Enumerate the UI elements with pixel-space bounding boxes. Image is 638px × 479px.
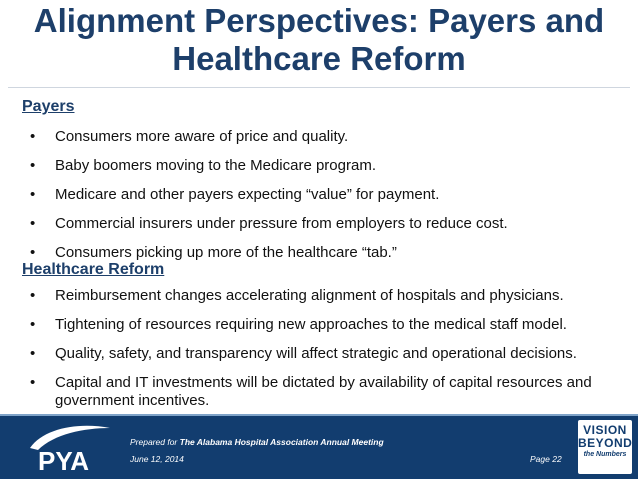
list-item-text: Commercial insurers under pressure from employers to reduce cost. (55, 215, 508, 232)
badge-line1: VISION (583, 423, 627, 437)
reform-list (30, 287, 620, 421)
bullet-icon: • (30, 316, 36, 333)
bullet-icon: • (30, 128, 36, 145)
list-item (30, 374, 620, 410)
list-item (30, 215, 620, 233)
list-item-text: Reimbursement changes accelerating alignment of hospitals and physicians. (55, 287, 564, 304)
badge-line2: BEYOND (578, 436, 633, 450)
list-item (30, 186, 620, 204)
slide-title-line2: Healthcare Reform (172, 40, 466, 77)
prepared-for-text (130, 437, 384, 447)
prepared-prefix: Prepared for (130, 437, 178, 447)
list-item-text: Capital and IT investments will be dictated by availability of capital resources and government incentives. (55, 374, 592, 409)
list-item (30, 316, 620, 334)
prepared-org: The Alabama Hospital Association Annual Meeting (179, 437, 384, 447)
bullet-icon: • (30, 186, 36, 203)
pya-logo-icon (24, 420, 114, 476)
bullet-icon: • (30, 215, 36, 232)
vision-beyond-badge (578, 420, 632, 474)
list-item (30, 128, 620, 146)
title-divider (8, 87, 630, 88)
pya-logo-text: PYA (38, 446, 90, 476)
bullet-icon: • (30, 345, 36, 362)
list-item (30, 244, 620, 262)
payers-heading: Payers (22, 98, 75, 115)
list-item (30, 287, 620, 305)
list-item (30, 345, 620, 363)
list-item-text: Medicare and other payers expecting “value” for payment. (55, 186, 440, 203)
presentation-date: June 12, 2014 (130, 454, 184, 464)
list-item (30, 157, 620, 175)
slide-title-line1: Alignment Perspectives: Payers and (33, 2, 605, 39)
list-item-text: Quality, safety, and transparency will affect strategic and operational decisions. (55, 345, 577, 362)
reform-heading: Healthcare Reform (22, 261, 165, 278)
bullet-icon: • (30, 287, 36, 304)
list-item-text: Tightening of resources requiring new approaches to the medical staff model. (55, 316, 567, 333)
bullet-icon: • (30, 157, 36, 174)
page-number: Page 22 (530, 454, 562, 464)
bullet-icon: • (30, 244, 36, 261)
slide-title (0, 0, 638, 78)
list-item-text: Consumers more aware of price and quality. (55, 128, 349, 145)
bullet-icon: • (30, 374, 36, 391)
badge-line3: the Numbers (583, 451, 627, 458)
payers-list (30, 128, 620, 273)
list-item-text: Consumers picking up more of the healthcare “tab.” (55, 244, 397, 261)
list-item-text: Baby boomers moving to the Medicare program. (55, 157, 376, 174)
